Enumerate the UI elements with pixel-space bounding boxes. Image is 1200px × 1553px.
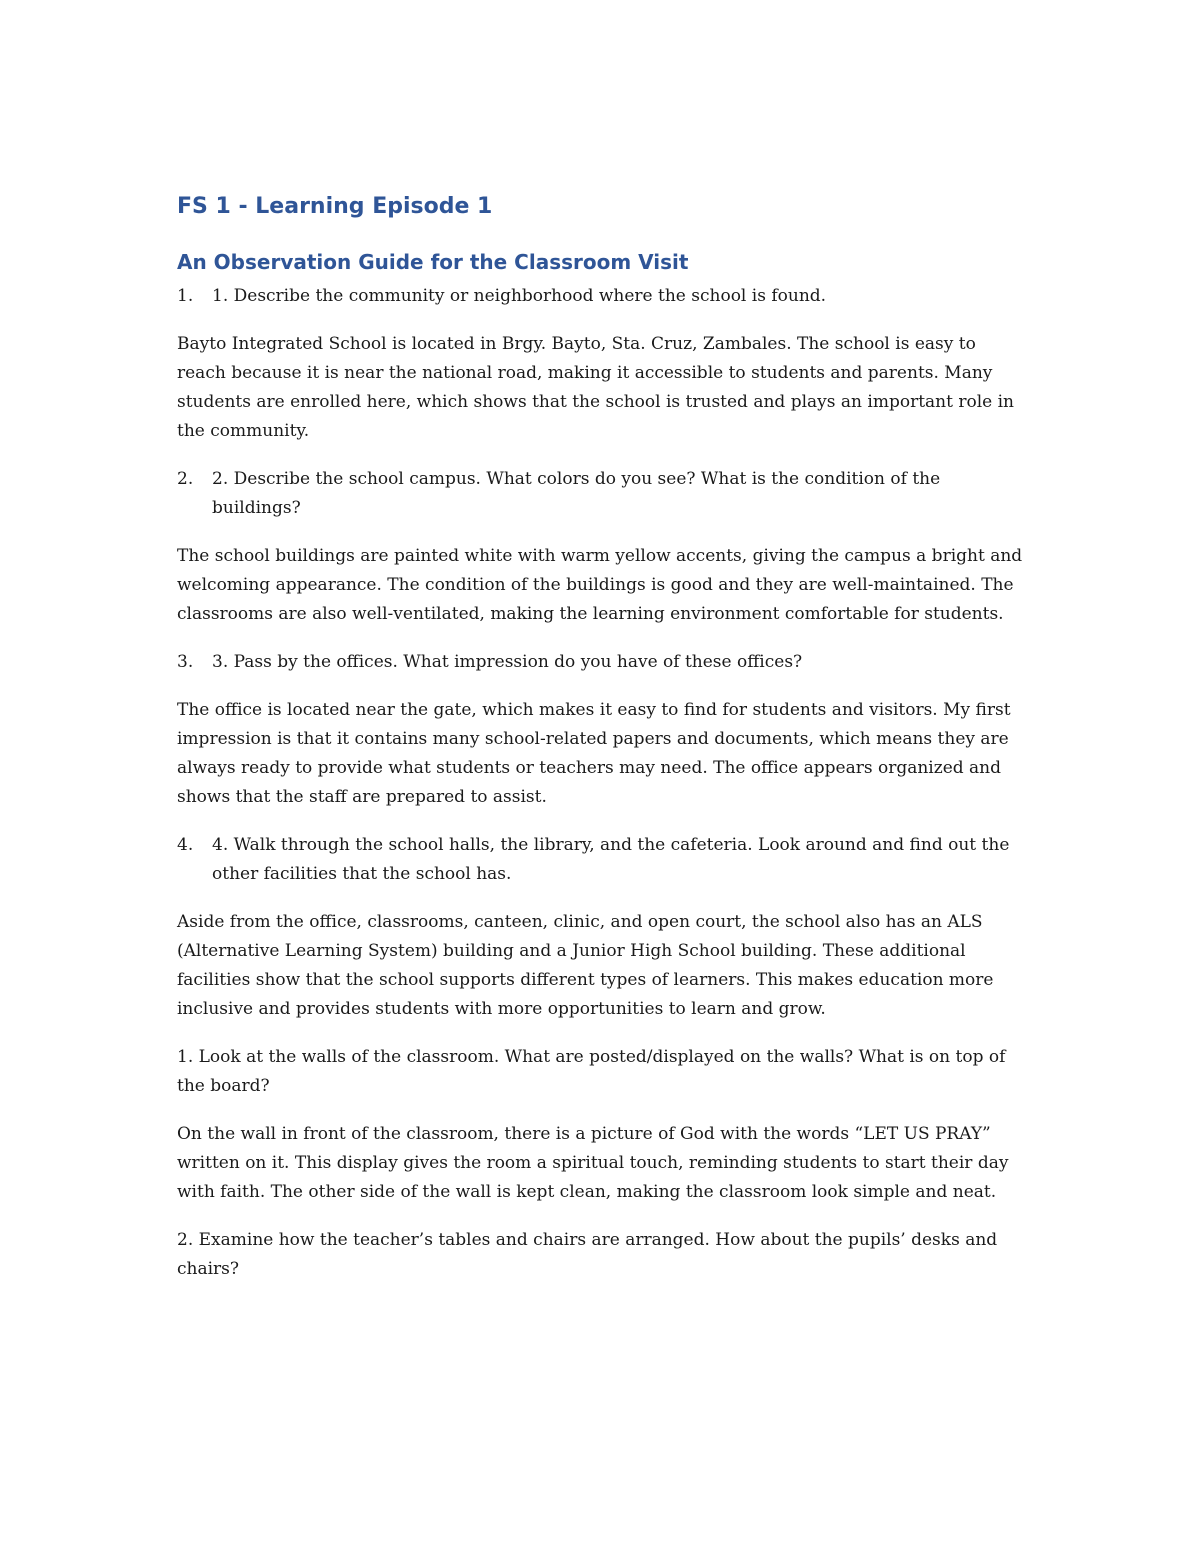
list-marker: 2. <box>177 469 194 489</box>
document-subtitle: An Observation Guide for the Classroom Visit <box>177 250 689 274</box>
question-text: 4. Walk through the school halls, the library, and the cafeteria. Look around and find out the other facilities that the school has. <box>212 835 1010 884</box>
answer-paragraph: Bayto Integrated School is located in Brgy. Bayto, Sta. Cruz, Zambales. The school is easy to reach because it is near the national road, making it accessible to students and parents. Many students are enrolled here, which shows that the school is trusted and plays an important role in the community. <box>177 334 1014 441</box>
list-item <box>177 648 1027 677</box>
list-marker: 4. <box>177 835 194 855</box>
question-text: 2. Describe the school campus. What colors do you see? What is the condition of the buildings? <box>212 469 941 518</box>
answer-paragraph: The office is located near the gate, which makes it easy to find for students and visitors. My first impression is that it contains many school-related papers and documents, which means they are always ready to provide what students or teachers may need. The office appears organized and shows that the staff are prepared to assist. <box>177 700 1011 807</box>
list-item <box>177 831 1027 889</box>
answer-paragraph: On the wall in front of the classroom, there is a picture of God with the words “LET US PRAY” written on it. This display gives the room a spiritual touch, reminding students to start their day with faith. The other side of the wall is kept clean, making the classroom look simple and neat. <box>177 1124 1009 1202</box>
classroom-question: 2. Examine how the teacher’s tables and chairs are arranged. How about the pupils’ desks and chairs? <box>177 1230 998 1279</box>
list-marker: 3. <box>177 652 194 672</box>
list-item <box>177 465 1027 523</box>
answer-paragraph: Aside from the office, classrooms, canteen, clinic, and open court, the school also has an ALS (Alternative Learning System) building and a Junior High School building. These additional facilities show that the school supports different types of learners. This makes education more inclusive and provides students with more opportunities to learn and grow. <box>177 912 994 1019</box>
question-text: 1. Describe the community or neighborhood where the school is found. <box>212 286 827 306</box>
document-body <box>177 192 1027 1303</box>
answer-paragraph: The school buildings are painted white with warm yellow accents, giving the campus a bright and welcoming appearance. The condition of the buildings is good and they are well-maintained. The classrooms are also well-ventilated, making the learning environment comfortable for students. <box>177 546 1023 624</box>
list-marker: 1. <box>177 286 194 306</box>
classroom-question: 1. Look at the walls of the classroom. What are posted/displayed on the walls? What is on top of the board? <box>177 1047 1006 1096</box>
document-title: FS 1 - Learning Episode 1 <box>177 194 493 219</box>
list-item <box>177 282 1027 311</box>
question-text: 3. Pass by the offices. What impression do you have of these offices? <box>212 652 803 672</box>
